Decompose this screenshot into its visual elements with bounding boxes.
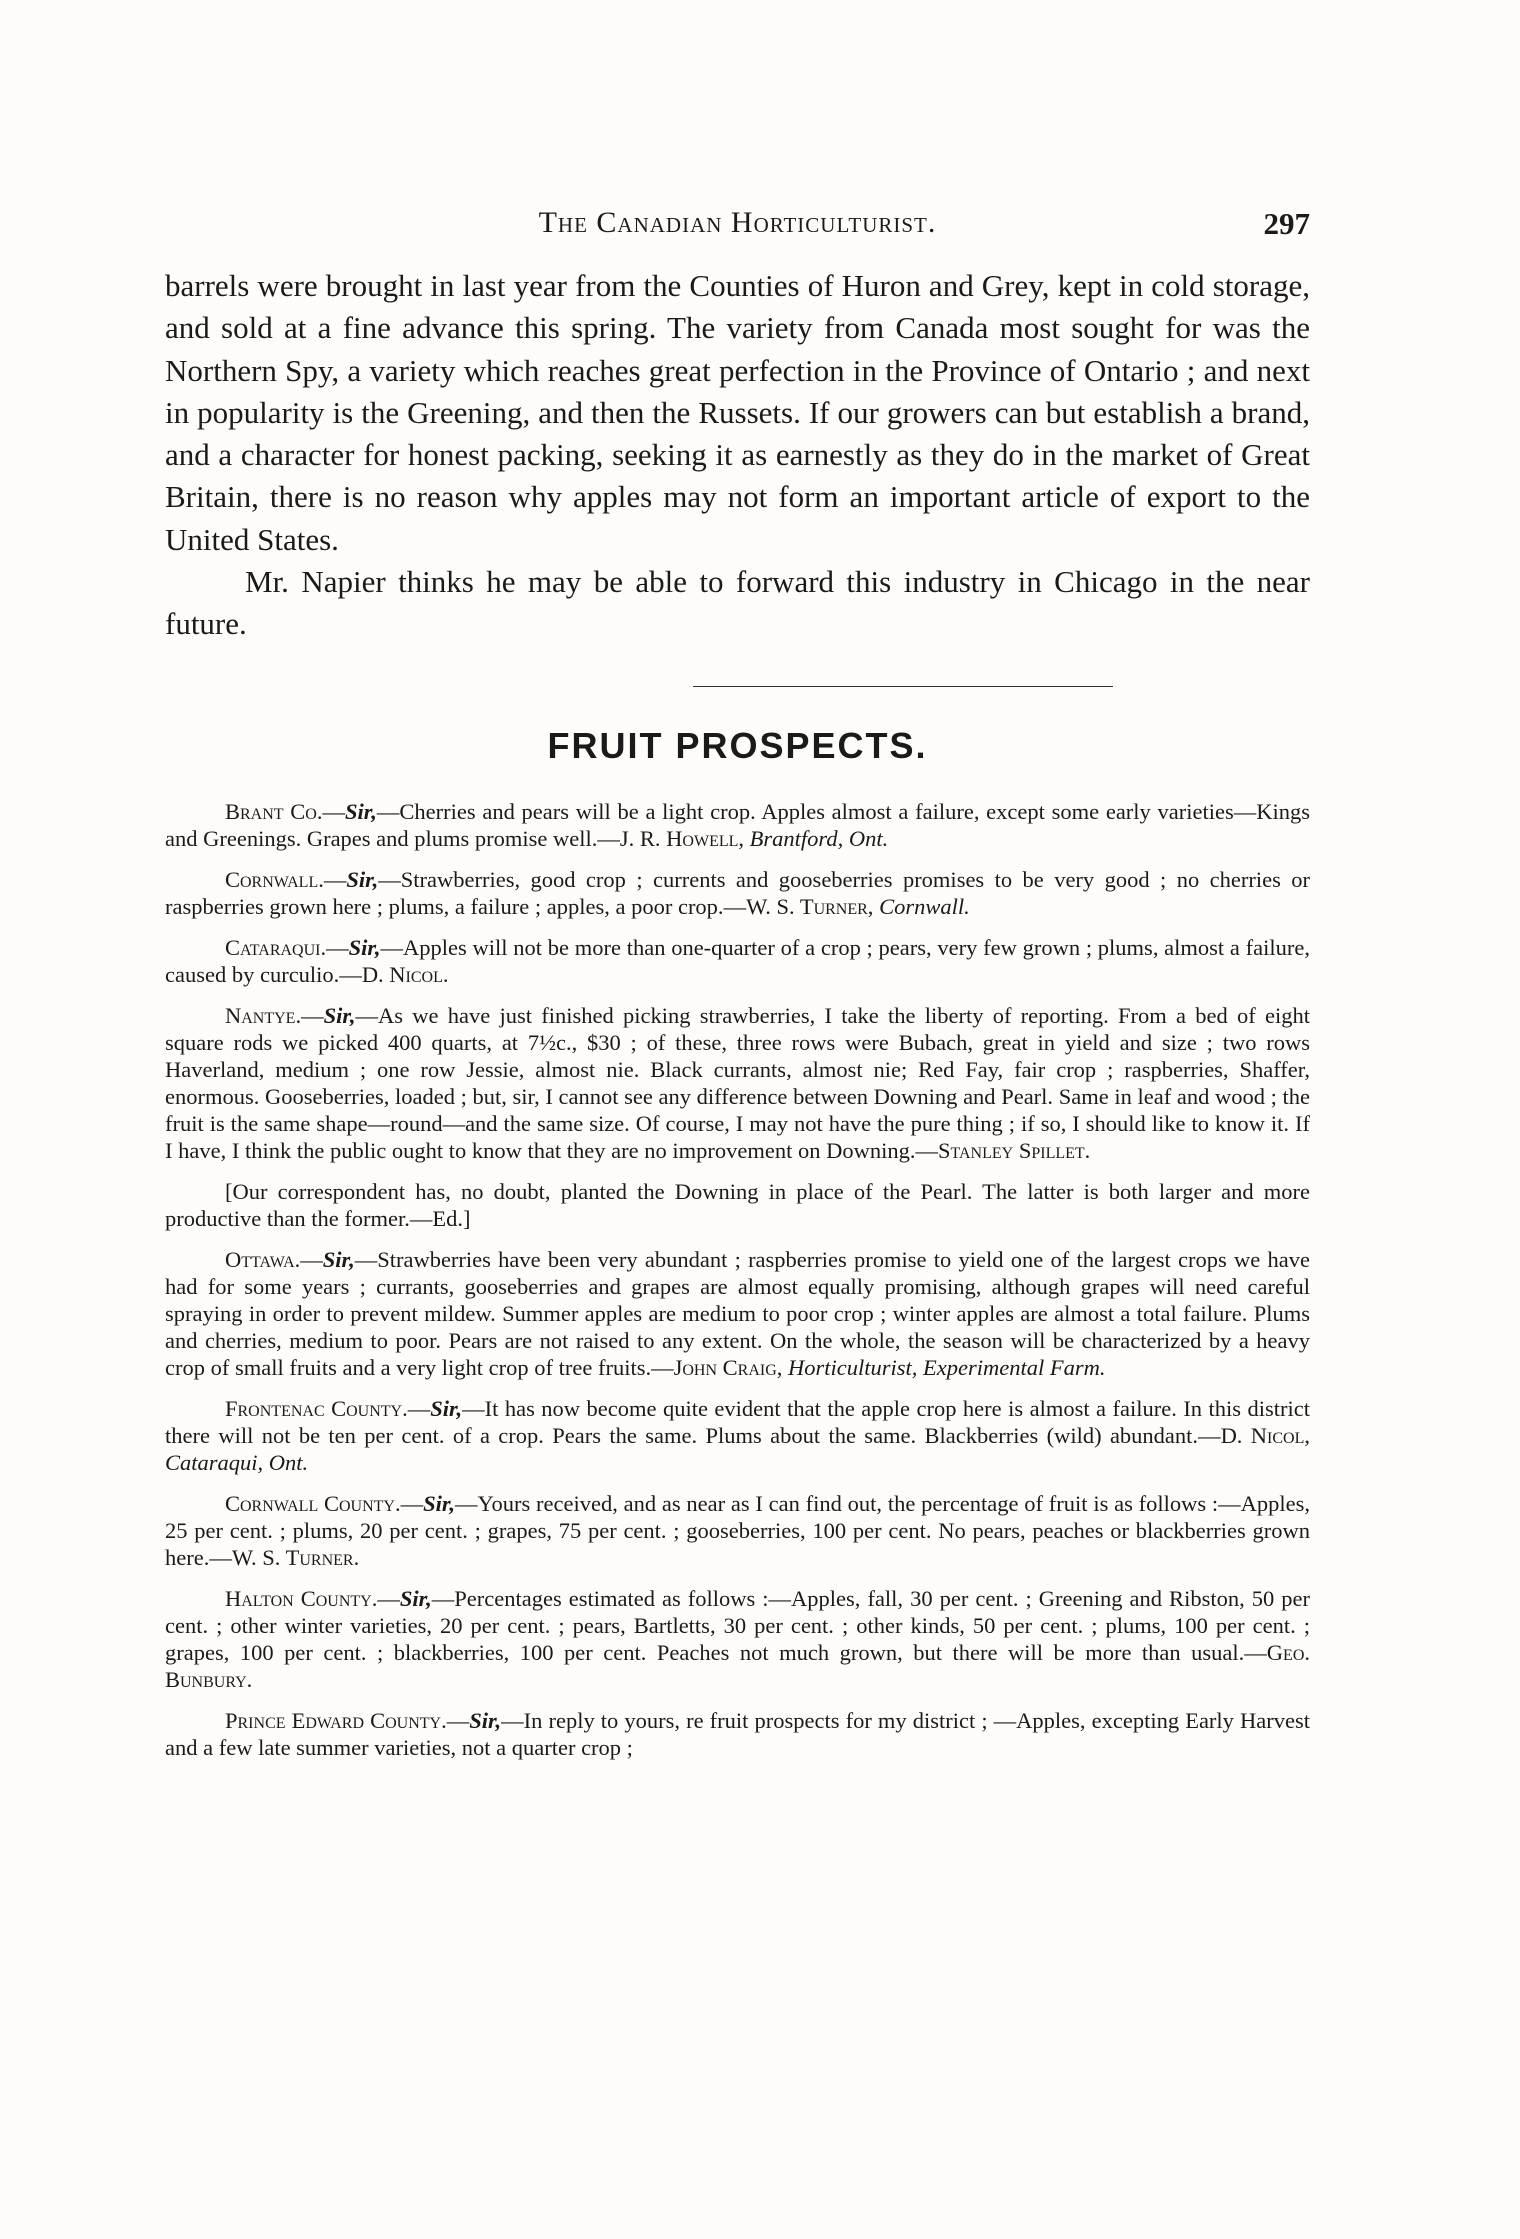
section-divider bbox=[693, 686, 1113, 687]
report-body: Percentages estimated as follows :—Apples, fall, 30 per cent. ; Greening and Ribston, 50 per cent. ; other winter varieties, 20 per cent. ; pears, Bartletts, 30 per cent. ; other kinds, 50 per cent. ; plums, 100 per cent. ; grapes, 100 per cent. ; blackberries, 100 per cent. Peaches not much grown, but there will be more than usual. bbox=[165, 1586, 1310, 1665]
report-signer: John Craig, bbox=[673, 1355, 783, 1380]
report-signer: Stanley Spillet. bbox=[937, 1138, 1091, 1163]
report-place: Nantye. bbox=[225, 1003, 302, 1028]
report-body: Strawberries, good crop ; currents and gooseberries promises to be very good ; no cherries or raspberries grown here ; plums, a failure ; apples, a poor crop. bbox=[165, 867, 1310, 919]
section-title: FRUIT PROSPECTS. bbox=[547, 725, 928, 766]
intro-text bbox=[165, 265, 1310, 646]
report-entry: Cataraqui.—Sir,—Apples will not be more than one-quarter of a crop ; pears, very few grown ; plums, almost a failure, caused by curculio.—D. Nicol. bbox=[165, 935, 1310, 987]
editor-note: [Our correspondent has, no doubt, planted the Downing in place of the Pearl. The latter is both larger and more productive than the former.—Ed.] bbox=[165, 1179, 1310, 1231]
report-list bbox=[165, 798, 1310, 1775]
intro-paragraph-1: barrels were brought in last year from the Counties of Huron and Grey, kept in cold storage, and sold at a fine advance this spring. The variety from Canada most sought for was the Northern Spy, a variety which reaches great perfection in the Province of Ontario ; and next in popularity is the Greening, and then the Russets. If our growers can but establish a brand, and a character for honest packing, seeking it as earnestly as they do in the market of Great Britain, there is no reason why apples may not form an important article of export to the United States. bbox=[165, 268, 1310, 557]
report-body: Yours received, and as near as I can find out, the percentage of fruit is as follows :—Apples, 25 per cent. ; plums, 20 per cent. ; grapes, 75 per cent. ; gooseberries, 100 per cent. No pears, peaches or blackberries grown here. bbox=[165, 1491, 1310, 1570]
report-place: Prince Edward County. bbox=[225, 1708, 447, 1733]
report-body: Strawberries have been very abundant ; raspberries promise to yield one of the largest crops we have had for some years ; currants, gooseberries and grapes are almost equally promising, although grapes will need careful spraying in order to prevent mildew. Summer apples are medium to poor crop ; winter apples are almost a total failure. Plums and cherries, medium to poor. Pears are not raised to any extent. On the whole, the season will be characterized by a heavy crop of small fruits and a very light crop of tree fruits. bbox=[165, 1247, 1310, 1380]
report-salutation: Sir, bbox=[423, 1491, 456, 1516]
report-place: Ottawa. bbox=[225, 1247, 301, 1272]
report-salutation: Sir, bbox=[430, 1396, 463, 1421]
report-place: Cornwall. bbox=[225, 867, 324, 892]
report-signer: Geo. Bunbury. bbox=[165, 1640, 1310, 1692]
report-salutation: Sir, bbox=[399, 1586, 432, 1611]
report-body: In reply to yours, re fruit prospects for my district ; —Apples, excepting Early Harvest and a few late summer varieties, not a quarter crop ; bbox=[165, 1708, 1310, 1760]
report-body: Cherries and pears will be a light crop. Apples almost a failure, except some early varieties—Kings and Greenings. Grapes and plums promise well. bbox=[165, 799, 1310, 851]
report-body: Apples will not be more than one-quarter of a crop ; pears, very few grown ; plums, almost a failure, caused by curculio. bbox=[165, 935, 1310, 987]
report-salutation: Sir, bbox=[346, 867, 379, 892]
report-entry: Frontenac County.—Sir,—It has now become quite evident that the apple crop here is almost a failure. In this district there will not be ten per cent. of a crop. Pears the same. Plums about the same. Blackberries (wild) abundant.—D. Nicol, Cataraqui, Ont. bbox=[165, 1396, 1311, 1475]
report-signer: D. Nicol, bbox=[1220, 1423, 1311, 1448]
report-signer: J. R. Howell, bbox=[619, 826, 745, 851]
report-place: Frontenac County. bbox=[225, 1396, 408, 1421]
intro-paragraph-2: Mr. Napier thinks he may be able to forward this industry in Chicago in the near future. bbox=[165, 564, 1310, 642]
report-place: Halton County. bbox=[225, 1586, 378, 1611]
report-entry: Halton County.—Sir,—Percentages estimated as follows :—Apples, fall, 30 per cent. ; Greening and Ribston, 50 per cent. ; other winter varieties, 20 per cent. ; pears, Bartletts, 30 per cent. ; other kinds, 50 per cent. ; plums, 100 per cent. ; grapes, 100 per cent. ; blackberries, 100 per cent. Peaches not much grown, but there will be more than usual.—Geo. Bunbury. bbox=[165, 1586, 1310, 1692]
report-body: It has now become quite evident that the apple crop here is almost a failure. In this district there will not be ten per cent. of a crop. Pears the same. Plums about the same. Blackberries (wild) abundant. bbox=[165, 1396, 1310, 1448]
report-entry: Cornwall County.—Sir,—Yours received, and as near as I can find out, the percentage of fruit is as follows :—Apples, 25 per cent. ; plums, 20 per cent. ; grapes, 75 per cent. ; gooseberries, 100 per cent. No pears, peaches or blackberries grown here.—W. S. Turner. bbox=[165, 1491, 1310, 1570]
report-entry: Cornwall.—Sir,—Strawberries, good crop ; currents and gooseberries promises to be very good ; no cherries or raspberries grown here ; plums, a failure ; apples, a poor crop.—W. S. Turner, Cornwall. bbox=[165, 867, 1310, 919]
report-entry: Prince Edward County.—Sir,—In reply to yours, re fruit prospects for my district ; —Apples, excepting Early Harvest and a few late summer varieties, not a quarter crop ; bbox=[165, 1708, 1310, 1760]
report-entry: Nantye.—Sir,—As we have just finished picking strawberries, I take the liberty of reporting. From a bed of eight square rods we picked 400 quarts, at 7½c., $30 ; of these, three rows were Bubach, great in yield and size ; two rows Haverland, medium ; one row Jessie, almost nie. Black currants, almost nie; Red Fay, fair crop ; raspberries, Shaffer, enormous. Gooseberries, loaded ; but, sir, I cannot see any difference between Downing and Pearl. Same in leaf and wood ; the fruit is the same shape—round—and the same size. Of course, I may not have the pure thing ; if so, I should like to know it. If I have, I think the public ought to know that they are no improvement on Downing.—Stanley Spillet. bbox=[165, 1003, 1310, 1163]
report-salutation: Sir, bbox=[344, 799, 377, 824]
report-place: Brant Co. bbox=[225, 799, 323, 824]
report-place: Cataraqui. bbox=[225, 935, 327, 960]
report-entry: Ottawa.—Sir,—Strawberries have been very abundant ; raspberries promise to yield one of the largest crops we have had for some years ; currants, gooseberries and grapes are almost equally promising, although grapes will need careful spraying in order to prevent mildew. Summer apples are medium to poor crop ; winter apples are almost a total failure. Plums and cherries, medium to poor. Pears are not raised to any extent. On the whole, the season will be characterized by a heavy crop of small fruits and a very light crop of tree fruits.—John Craig, Horticulturist, Experimental Farm. bbox=[165, 1247, 1310, 1380]
report-location: Cornwall. bbox=[879, 894, 970, 919]
report-location: Brantford, Ont. bbox=[749, 826, 889, 851]
report-body: As we have just finished picking strawberries, I take the liberty of reporting. From a bed of eight square rods we picked 400 quarts, at 7½c., $30 ; of these, three rows were Bubach, great in yield and size ; two rows Haverland, medium ; one row Jessie, almost nie. Black currants, almost nie; Red Fay, fair crop ; raspberries, Shaffer, enormous. Gooseberries, loaded ; but, sir, I cannot see any difference between Downing and Pearl. Same in leaf and wood ; the fruit is the same shape—round—and the same size. Of course, I may not have the pure thing ; if so, I should like to know it. If I have, I think the public ought to know that they are no improvement on Downing. bbox=[165, 1003, 1310, 1163]
report-location: Horticulturist, Experimental Farm. bbox=[788, 1355, 1106, 1380]
report-salutation: Sir, bbox=[348, 935, 381, 960]
report-place: Cornwall County. bbox=[225, 1491, 401, 1516]
running-head bbox=[165, 206, 1310, 246]
report-entry: Brant Co.—Sir,—Cherries and pears will be a light crop. Apples almost a failure, except some early varieties—Kings and Greenings. Grapes and plums promise well.—J. R. Howell, Brantford, Ont. bbox=[165, 799, 1310, 851]
report-signer: D. Nicol. bbox=[361, 962, 449, 987]
report-location: Cataraqui, Ont. bbox=[165, 1450, 309, 1475]
page-number: 297 bbox=[1263, 206, 1310, 241]
report-salutation: Sir, bbox=[323, 1003, 356, 1028]
report-salutation: Sir, bbox=[322, 1247, 355, 1272]
report-signer: W. S. Turner. bbox=[231, 1545, 360, 1570]
report-salutation: Sir, bbox=[469, 1708, 502, 1733]
report-signer: W. S. Turner, bbox=[746, 894, 874, 919]
journal-title: The Canadian Horticulturist. bbox=[538, 206, 937, 239]
